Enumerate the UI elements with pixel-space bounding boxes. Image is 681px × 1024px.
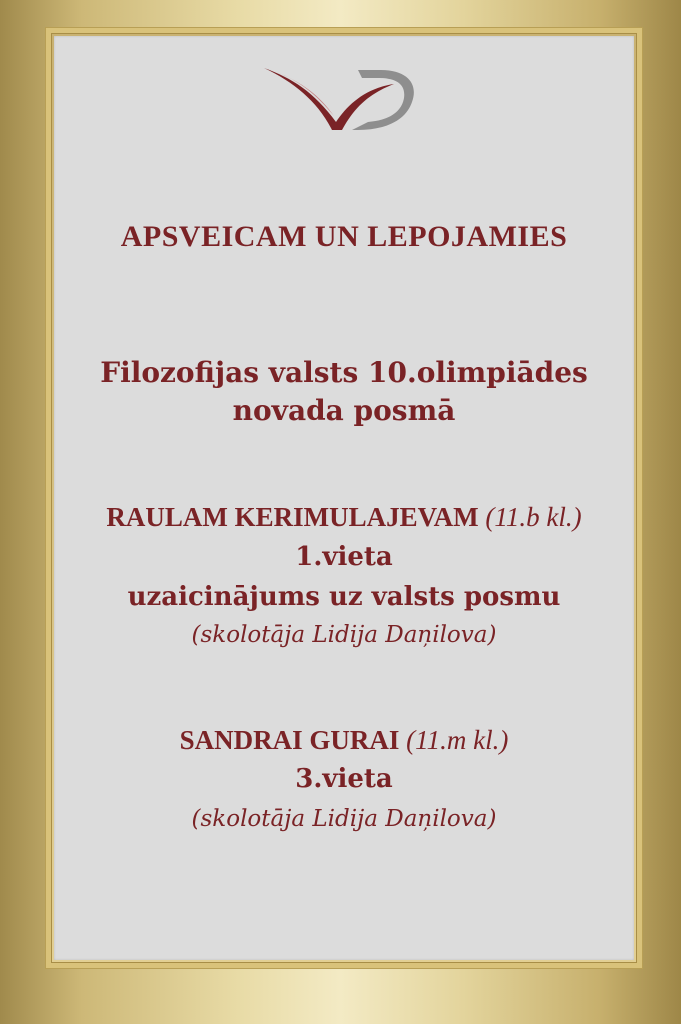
winner-1-place: 1.vieta [295,542,393,572]
winner-2-class: (11.m kl.) [406,725,509,755]
page-title: APSVEICAM UN LEPOJAMIES [120,220,568,253]
winner-2-heading [54,725,634,756]
winner-2-teacher: (skolotāja Lidija Daņilova) [191,806,497,832]
winner-1-teacher: (skolotāja Lidija Daņilova) [191,622,497,648]
olympiad-title-line1: Filozofijas valsts 10.olimpiādes [100,356,588,389]
olympiad-title-line2: novada posmā [232,394,456,427]
winner-2-name: SANDRAI GURAI [179,725,400,755]
winner-1-heading [54,502,634,533]
winner-2-place: 3.vieta [295,764,393,794]
winner-1-class: (11.b kl.) [485,502,582,532]
winner-1-name: RAULAM KERIMULAJEVAM [106,502,479,532]
vd-logo-icon [262,64,418,132]
winner-1-invitation: uzaicinājums uz valsts posmu [127,582,561,612]
